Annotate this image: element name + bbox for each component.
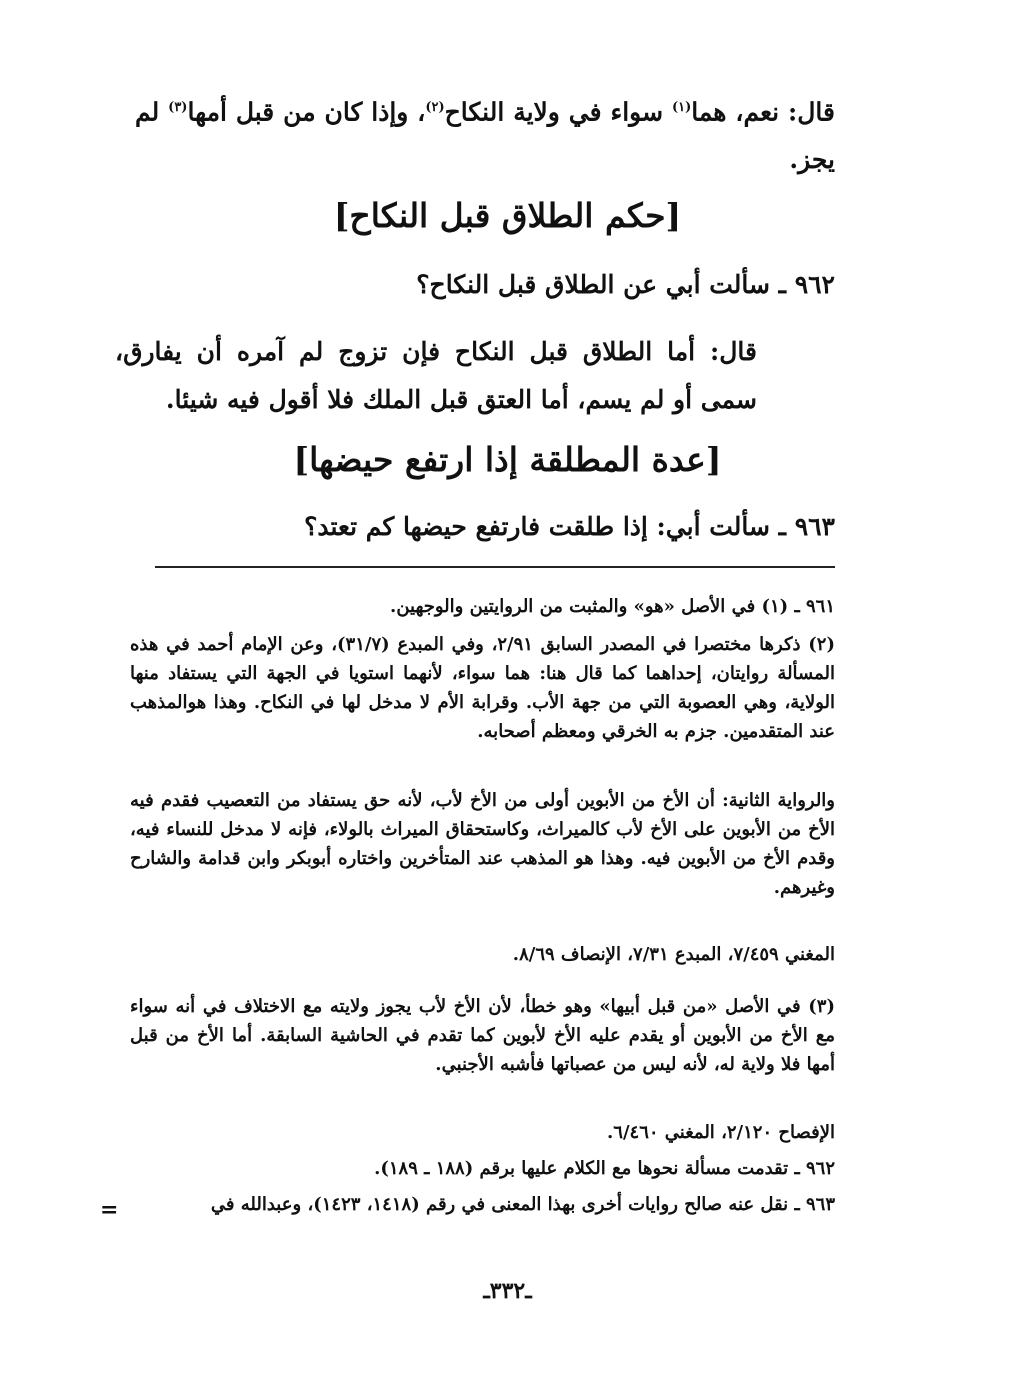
text-segment: ، وإذا كان من قبل أمها — [187, 97, 426, 127]
footnote-number: ٩٦٣ ـ — [794, 1194, 835, 1215]
footnote-963 — [145, 1190, 835, 1219]
question-text: سألت أبي عن الطلاق قبل النكاح؟ — [416, 270, 779, 299]
continuation-mark: = — [100, 1197, 119, 1223]
footnote-961-1 — [130, 592, 835, 621]
page-number: ـ٣٣٢ـ — [483, 1278, 532, 1304]
text-segment: سواء في ولاية النكاح — [444, 97, 672, 127]
footnote-text: (١) في الأصل «هو» والمثبت من الروايتين والوجهين. — [390, 596, 795, 617]
footnote-ref-1[interactable]: (١) — [671, 100, 692, 115]
footnote-961-2-second-narration: والرواية الثانية: أن الأخ من الأبوين أولى من الأخ لأب، لأنه حق يستفاد من التعصيب فقدم فيه الأخ من الأبوين على الأخ لأب كالميراث، وكاستحقاق الميراث بالولاء، فإنه لا مدخل للنساء فيه، وقدم الأخ من الأبوين فيه. وهذا هو المذهب عند المتأخرين واختاره أبوبكر وابن قدامة والشارح وغيرهم. — [130, 790, 835, 898]
question-963 — [135, 512, 835, 541]
paragraph-answer-961 — [135, 84, 835, 184]
footnote-text: نقل عنه صالح روايات أخرى بهذا المعنى في رقم (١٤١٨، ١٤٢٣)، وعبدالله في — [210, 1194, 795, 1215]
question-text: سألت أبي: إذا طلقت فارتفع حيضها كم تعتد؟ — [304, 512, 779, 541]
footnote-ref-2[interactable]: (٢) — [425, 100, 445, 115]
section-heading-divorce-before-marriage: [حكم الطلاق قبل النكاح] — [333, 196, 682, 235]
footnote-text: تقدمت مسألة نحوها مع الكلام عليها برقم (١٨٨ ـ ١٨٩). — [374, 1158, 795, 1179]
footnote-number: ٩٦١ ـ — [794, 596, 835, 617]
paragraph-answer-962: قال: أما الطلاق قبل النكاح فإن تزوج لم آمره أن يفارق، سمى أو لم يسم، أما العتق قبل الملك فلا أقول فيه شيئا. — [115, 337, 757, 414]
question-962 — [135, 270, 835, 299]
text-segment: لم يجز. — [135, 97, 835, 175]
footnote-separator — [155, 566, 835, 568]
question-number: ٩٦٢ ـ — [778, 270, 835, 299]
section-heading-waiting-period: [عدة المطلقة إذا ارتفع حيضها] — [293, 440, 722, 479]
footnote-ref-3[interactable]: (٣) — [168, 100, 188, 115]
footnote-961-3-references: الإفصاح ٢/١٢٠، المغني ٦/٤٦٠. — [607, 1122, 835, 1143]
question-number: ٩٦٣ ـ — [778, 512, 835, 541]
footnote-961-3: (٣) في الأصل «من قبل أبيها» وهو خطأ، لأن الأخ لأب يجوز ولايته مع الاختلاف في أنه سواء مع الأخ من الأبوين أو يقدم عليه الأخ لأبوين كما تقدم في الحاشية السابقة. أما الأخ من قبل أمها فلا ولاية له، لأنه ليس من عصباتها فأشبه الأجنبي. — [130, 996, 835, 1075]
footnote-961-2-references: المغني ٧/٤٥٩، المبدع ٧/٣١، الإنصاف ٨/٦٩. — [512, 944, 835, 965]
text-segment: قال: نعم، هما — [691, 97, 835, 127]
footnote-961-2: (٢) ذكرها مختصرا في المصدر السابق ٢/٩١، وفي المبدع (٣١/٧)، وعن الإمام أحمد في هذه المسألة روايتان، إحداهما كما قال هنا: هما سواء، لأنهما استويا في الجهة التي يستفاد منها الولاية، وهي العصوبة التي من جهة الأب. وقرابة الأم لا مدخل لها في النكاح. وهذا هوالمذهب عند المتقدمين. جزم به الخرقي ومعظم أصحابه. — [130, 634, 835, 742]
footnote-number: ٩٦٢ ـ — [794, 1158, 835, 1179]
footnote-962 — [130, 1154, 835, 1183]
